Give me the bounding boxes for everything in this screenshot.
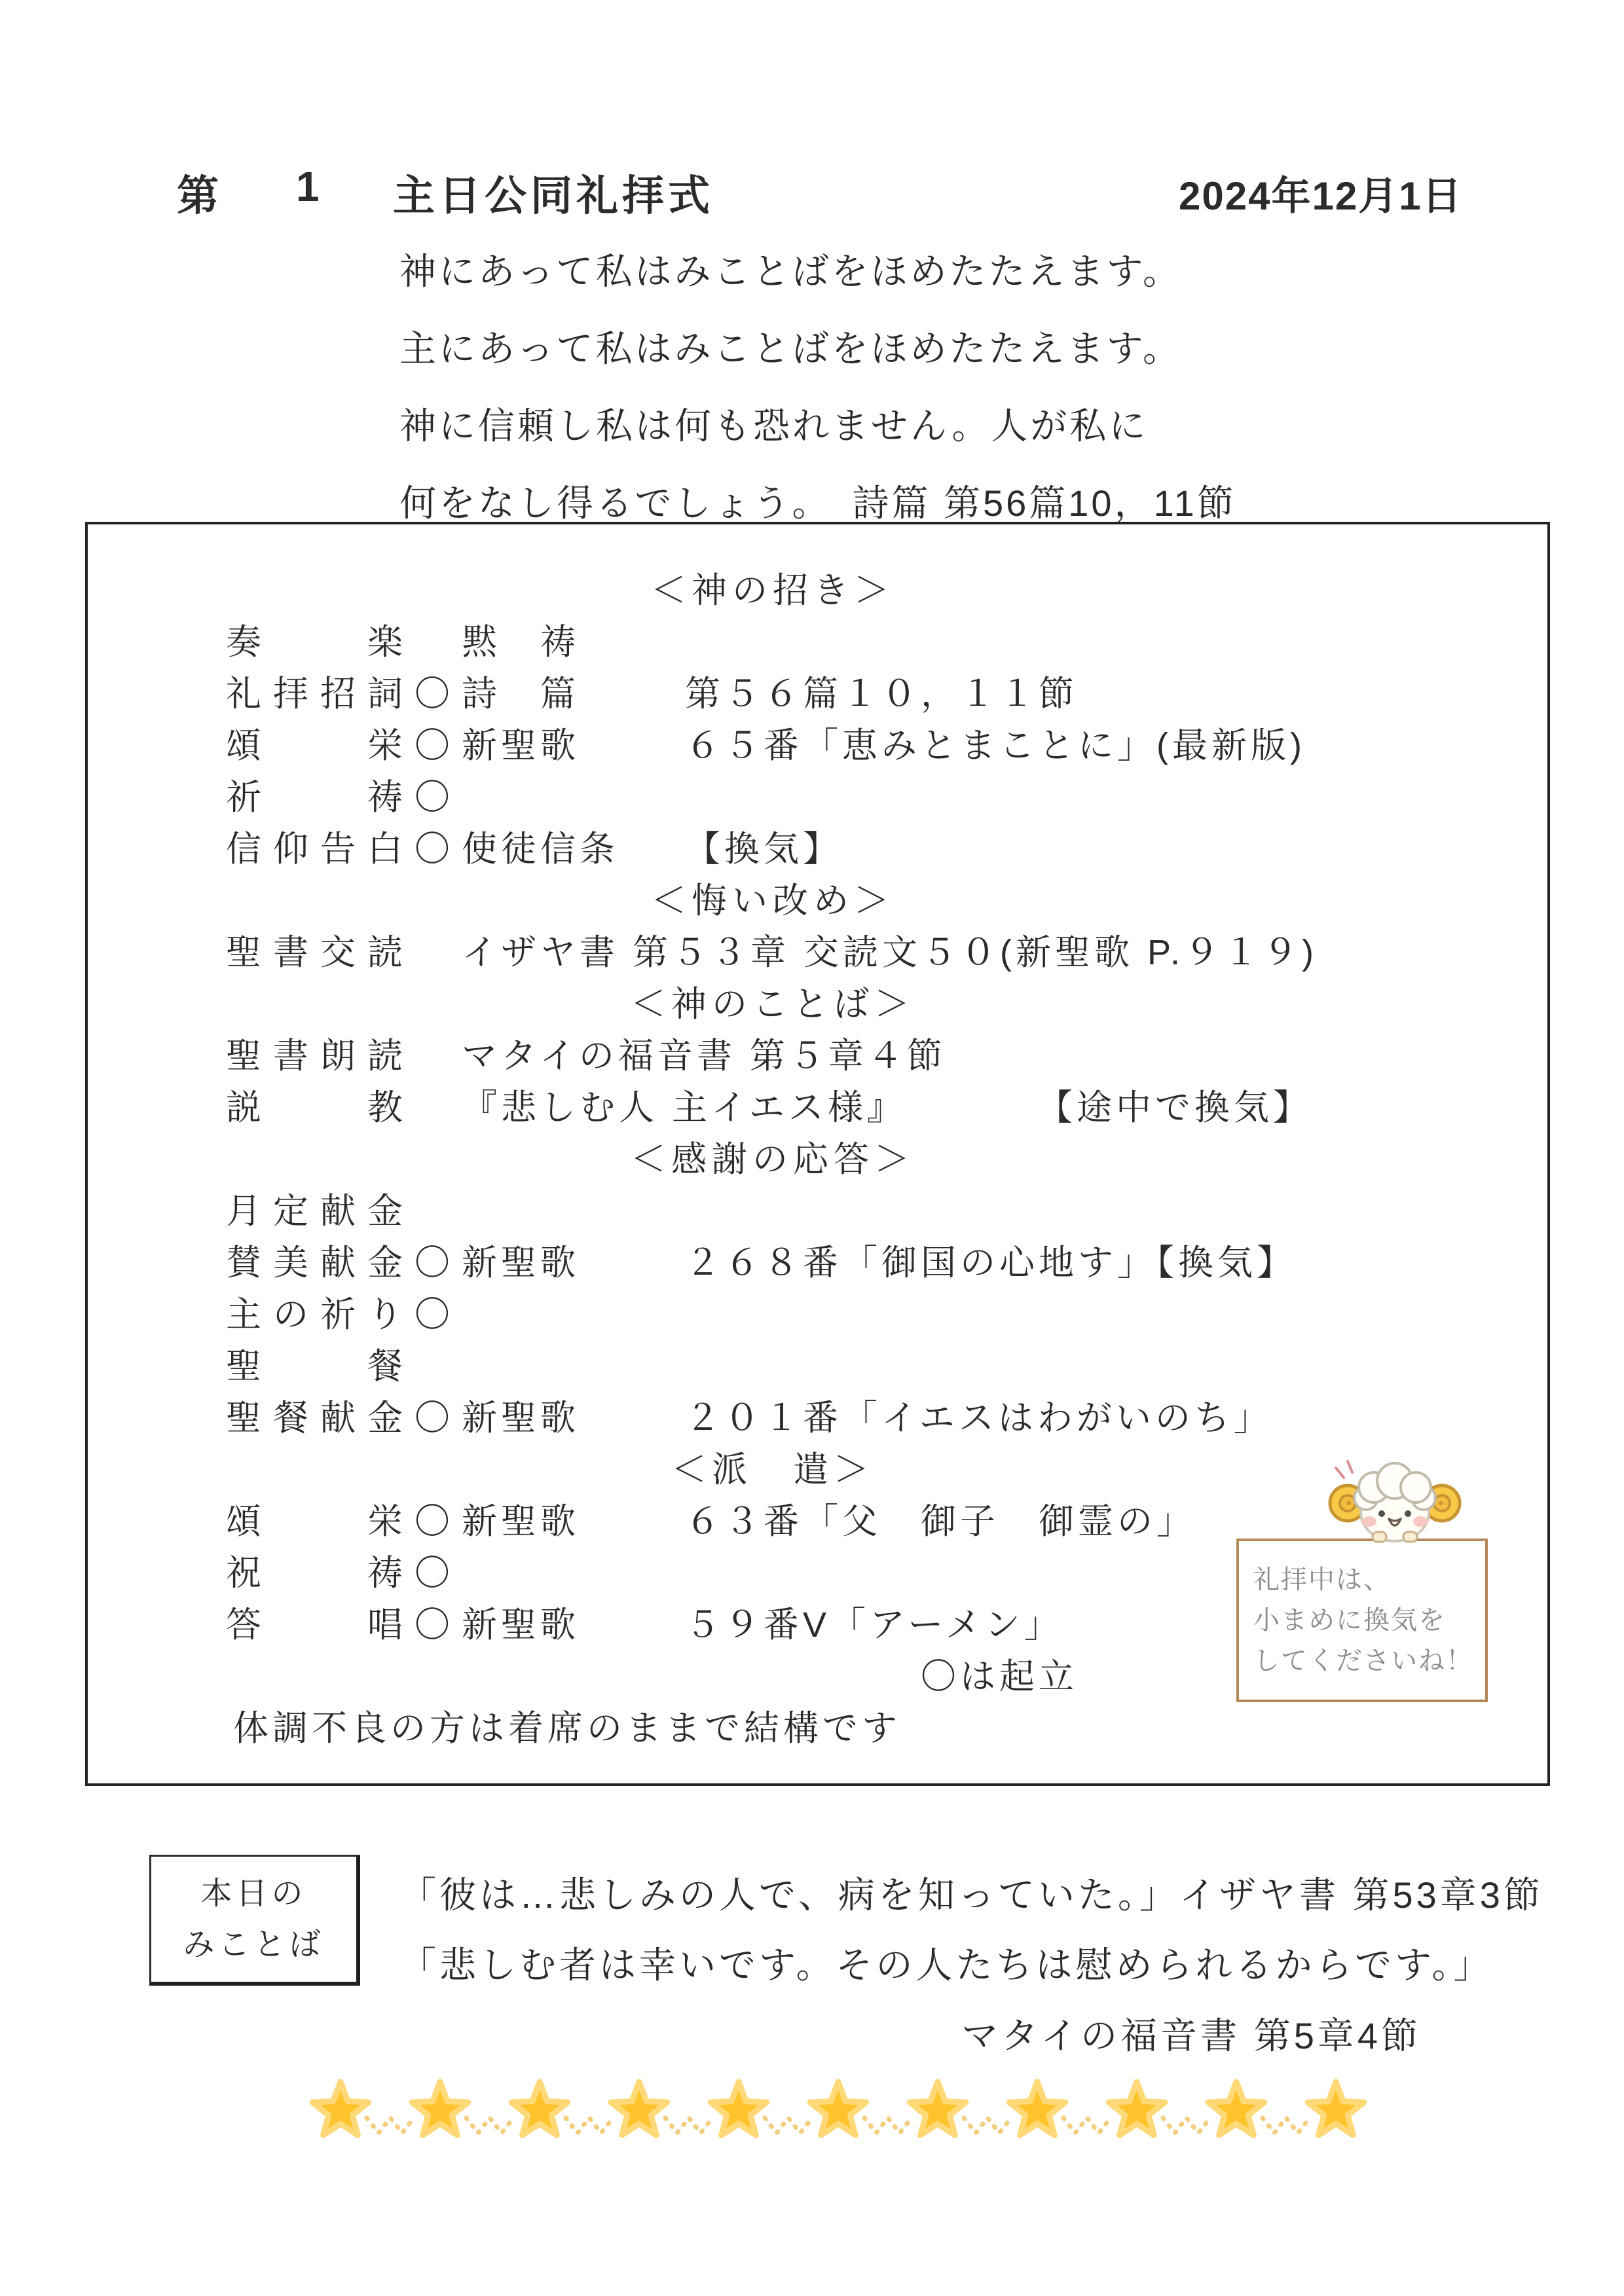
star-connector xyxy=(1063,2118,1111,2133)
star-connector xyxy=(466,2118,513,2133)
program-row xyxy=(88,617,1547,668)
star-connector xyxy=(765,2118,812,2133)
program-item-label: 聖 餐 xyxy=(226,1347,415,1386)
program-item-label: 頌 栄〇 xyxy=(226,726,462,765)
program-item-label: 月定献金 xyxy=(226,1192,415,1231)
hymn-number: ２６８番「御国の心地す」【換気】 xyxy=(685,1243,1296,1283)
program-row xyxy=(88,1030,1547,1082)
hymn-number: 第５６篇１０，１１節 xyxy=(685,674,1078,714)
program-item-content: 黙 祷 xyxy=(462,623,580,662)
program-item-label: 祝 祷〇 xyxy=(226,1554,462,1593)
todays-word-label: みことば xyxy=(183,1927,325,1962)
section-heading: ＜感謝の応答＞ xyxy=(631,1140,915,1179)
star-icon xyxy=(810,2082,866,2135)
standing-note: 〇は起立 xyxy=(921,1657,1078,1696)
section-heading: ＜神のことば＞ xyxy=(631,985,915,1024)
program-item-label: 聖餐献金〇 xyxy=(226,1398,462,1438)
program-row xyxy=(88,565,1547,617)
program-item-label: 信仰告白〇 xyxy=(226,829,462,869)
hymn-number: ６３番「父 御子 御霊の」 xyxy=(685,1502,1196,1541)
star-connector xyxy=(566,2118,613,2133)
program-row xyxy=(88,1289,1547,1341)
quote-line: 何をなし得るでしょう。 詩篇 第56篇10，11節 xyxy=(399,483,1236,524)
section-heading: ＜悔い改め＞ xyxy=(651,881,895,920)
program-item-label: 聖書朗読 xyxy=(226,1036,415,1076)
program-item-label: 説 教 xyxy=(226,1088,415,1127)
star-icon xyxy=(511,2082,568,2135)
quote-line: 神に信頼し私は何も恐れません。人が私に xyxy=(399,405,1149,446)
star-icon xyxy=(1208,2082,1264,2135)
ventilation-note: 【換気】 xyxy=(685,829,842,869)
program-row xyxy=(88,772,1547,824)
program-item-content: 新聖歌 xyxy=(462,1243,580,1283)
sheep-mascot-icon xyxy=(1323,1455,1467,1543)
todays-word-label: 本日の xyxy=(200,1876,307,1911)
star-icon xyxy=(312,2082,369,2135)
verse-line: 「悲しむ者は幸いです。その人たちは慰められるからです。」 xyxy=(399,1944,1494,1986)
star-icon xyxy=(1109,2082,1165,2135)
program-footnote: 体調不良の方は着席のままで結構です xyxy=(233,1709,901,1748)
ventilation-sign xyxy=(1236,1539,1488,1702)
program-row xyxy=(88,927,1547,979)
program-row xyxy=(88,1186,1547,1237)
program-row xyxy=(88,979,1547,1030)
service-number-label: 第 xyxy=(177,172,219,219)
program-item-content: 新聖歌 xyxy=(462,1605,580,1645)
program-item-label: 賛美献金〇 xyxy=(226,1243,462,1283)
ventilation-note: 【途中で換気】 xyxy=(1037,1088,1312,1127)
program-item-label: 祈 祷〇 xyxy=(226,778,462,817)
program-row xyxy=(88,1341,1547,1393)
star-icon xyxy=(611,2082,667,2135)
star-divider xyxy=(288,2056,1401,2174)
service-date: 2024年12月1日 xyxy=(1179,174,1463,218)
program-item-label: 奏 楽 xyxy=(226,623,415,662)
star-connector xyxy=(367,2118,414,2133)
opening-quote xyxy=(399,233,1513,542)
program-item-content: 詩 篇 xyxy=(462,674,580,714)
star-icon xyxy=(910,2082,966,2135)
page-title: 主日公同礼拝式 xyxy=(393,172,714,219)
program-item-content: 新聖歌 xyxy=(462,1502,580,1541)
hymn-number: ２０１番「イエスはわがいのち」 xyxy=(685,1398,1273,1438)
section-heading: ＜神の招き＞ xyxy=(651,571,895,610)
program-item-label: 主の祈り〇 xyxy=(226,1295,462,1334)
program-item-content: マタイの福音書 第５章４節 xyxy=(462,1036,946,1076)
program-item-content: 新聖歌 xyxy=(462,726,580,765)
todays-word-box xyxy=(149,1855,360,1986)
program-item-label: 聖書交読 xyxy=(226,933,415,972)
program-item-label: 答 唱〇 xyxy=(226,1605,462,1645)
star-icon xyxy=(1308,2082,1364,2135)
hymn-number: ６５番「恵みとまことに」(最新版) xyxy=(685,726,1306,765)
star-icon xyxy=(1009,2082,1065,2135)
star-connector xyxy=(1163,2118,1210,2133)
star-connector xyxy=(864,2118,912,2133)
program-item-label: 礼拝招詞〇 xyxy=(226,674,462,714)
ventilation-reminder xyxy=(1231,1421,1519,1722)
program-row xyxy=(88,875,1547,927)
header xyxy=(0,162,1624,219)
program-row xyxy=(88,824,1547,875)
sign-line: してくださいね！ xyxy=(1253,1647,1473,1675)
program-row xyxy=(88,1082,1547,1134)
program-row xyxy=(88,1237,1547,1289)
program-item-label: 頌 栄〇 xyxy=(226,1502,462,1541)
service-number: 1 xyxy=(296,163,320,210)
section-heading: ＜派 遣＞ xyxy=(671,1450,874,1489)
program-row xyxy=(88,720,1547,772)
program-item-content: 使徒信条 xyxy=(462,829,619,869)
star-connector xyxy=(665,2118,712,2133)
star-connector xyxy=(1263,2118,1310,2133)
star-icon xyxy=(710,2082,767,2135)
program-row xyxy=(88,1134,1547,1186)
program-item-content: イザヤ書 第５３章 交読文５０(新聖歌 P.９１９) xyxy=(462,933,1318,972)
sign-line: 礼拝中は、 xyxy=(1253,1565,1391,1594)
program-row xyxy=(88,668,1547,720)
star-connector xyxy=(964,2118,1011,2133)
verse-reference: マタイの福音書 第5章4節 xyxy=(961,2015,1421,2056)
sign-line: 小まめに換気を xyxy=(1253,1606,1446,1635)
program-item-content: 新聖歌 xyxy=(462,1398,580,1438)
star-icon xyxy=(412,2082,468,2135)
quote-line: 主にあって私はみことばをほめたたえます。 xyxy=(399,328,1182,369)
quote-line: 神にあって私はみことばをほめたたえます。 xyxy=(399,251,1182,292)
hymn-number: ５９番V「アーメン」 xyxy=(685,1605,1063,1645)
program-item-content: 『悲しむ人 主イエス様』 xyxy=(462,1088,906,1127)
verse-line: 「彼は…悲しみの人で、病を知っていた。」イザヤ書 第53章3節 xyxy=(399,1874,1543,1916)
